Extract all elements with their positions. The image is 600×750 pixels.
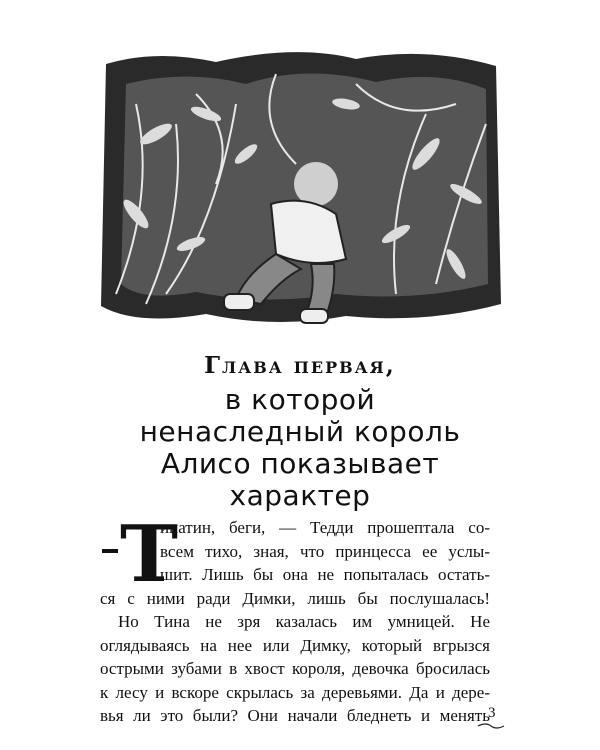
text-line: ся с ними ради Димки, лишь бы послушалась! bbox=[100, 588, 490, 608]
page-ornament-icon bbox=[476, 720, 506, 732]
chapter-label: Глава первая, bbox=[204, 352, 396, 379]
text-line: к лесу и вскоре скрылась за деревьями. Да и дере- bbox=[100, 682, 490, 702]
text-line: инатин, беги, — Тедди прошептала со- bbox=[160, 518, 490, 537]
body-text bbox=[100, 509, 490, 728]
chapter-title-line: ненаследный король bbox=[139, 415, 461, 448]
text-line: острыми зубами в хвост короля, девочка бросилась bbox=[100, 659, 490, 678]
chapter-title bbox=[0, 384, 600, 512]
text-line: оглядываясь на нее или Димку, который вгрызся bbox=[100, 635, 490, 655]
page-number: 3 bbox=[488, 705, 496, 721]
text-line: вья ли это были? Они начали бледнеть и менять bbox=[100, 706, 490, 725]
forest-illustration bbox=[96, 44, 505, 329]
text-line: Но Тина не зря казалась им умницей. Не bbox=[118, 612, 490, 631]
drop-cap-letter: Т bbox=[120, 509, 179, 600]
chapter-title-line: в которой bbox=[224, 383, 376, 416]
text-line: всем тихо, зная, что принцесса ее услы- bbox=[160, 541, 490, 561]
text-line: шит. Лишь бы она не попыталась остать- bbox=[160, 565, 490, 584]
chapter-title-line: характер bbox=[229, 479, 371, 512]
chapter-title-line: Алисо показывает bbox=[160, 447, 440, 480]
